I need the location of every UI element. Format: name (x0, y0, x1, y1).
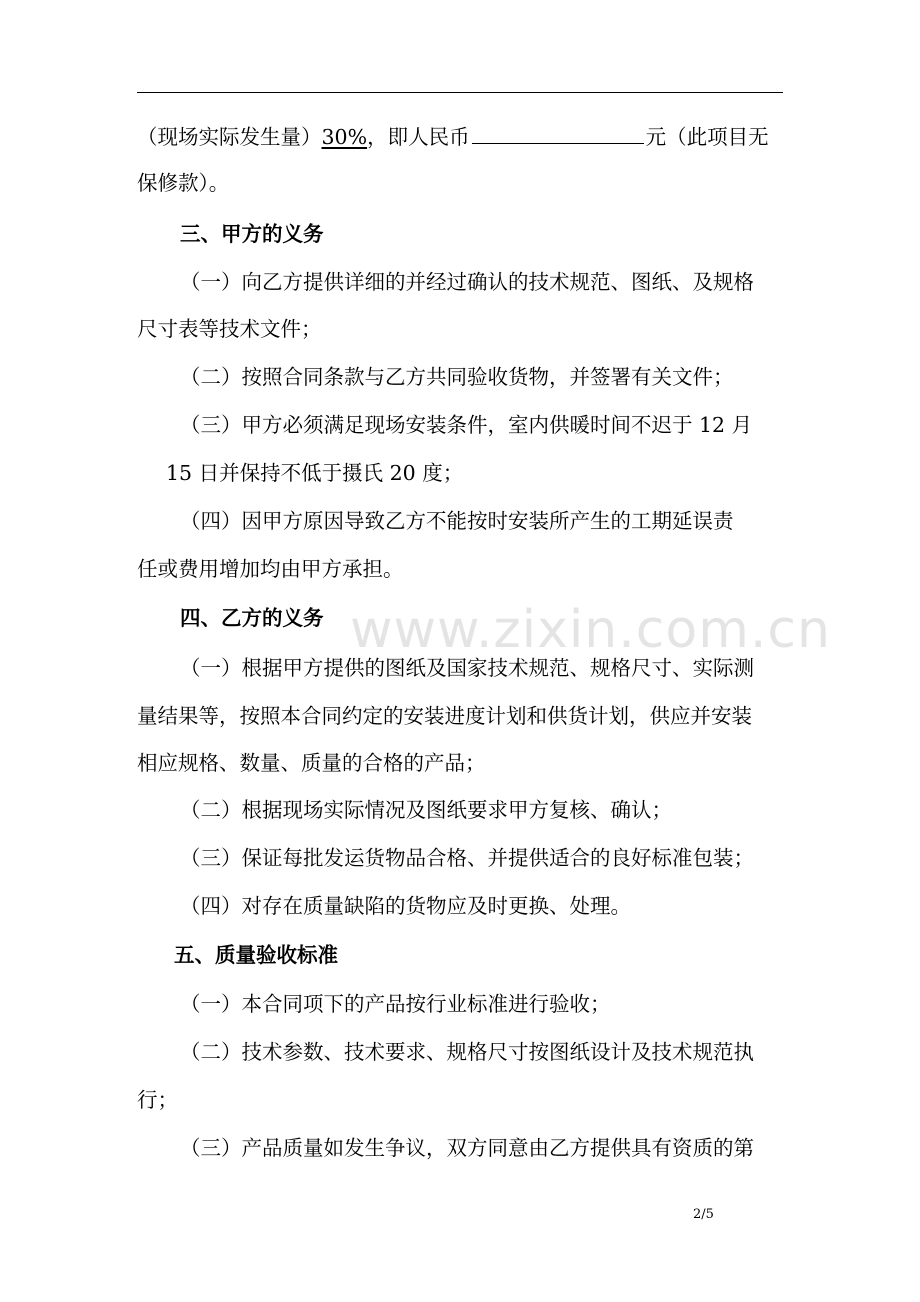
paragraph-line: （三）保证每批发运货物品合格、并提供适合的良好标准包装； (180, 846, 754, 870)
paragraph-line: （二）技术参数、技术要求、规格尺寸按图纸设计及技术规范执 (180, 1040, 754, 1064)
page-number: 2/5 (693, 1207, 714, 1222)
text-span: 元（此项目无 (645, 125, 769, 149)
paragraph-line: 尺寸表等技术文件； (137, 317, 322, 341)
header-rule (137, 92, 783, 93)
paragraph-line: 任或费用增加均由甲方承担。 (137, 557, 404, 581)
paragraph-line: 行； (137, 1088, 178, 1112)
paragraph-line: 保修款）。 (137, 171, 230, 195)
paragraph-line: （一）向乙方提供详细的并经过确认的技术规范、图纸、及规格 (180, 270, 754, 294)
paragraph-line: （三）产品质量如发生争议，双方同意由乙方提供具有资质的第 (180, 1136, 754, 1160)
paragraph-line: （三）甲方必须满足现场安装条件，室内供暖时间不迟于 12 月 (180, 413, 753, 437)
paragraph-line: （四）对存在质量缺陷的货物应及时更换、处理。 (180, 894, 631, 918)
percentage-value: 30% (321, 125, 368, 149)
text-span: ，即人民币 (367, 125, 470, 149)
section-heading-3: 三、甲方的义务 (180, 222, 324, 246)
paragraph-line: （四）因甲方原因导致乙方不能按时安装所产生的工期延误责 (180, 509, 734, 533)
paragraph-line: （一）根据甲方提供的图纸及国家技术规范、规格尺寸、实际测 (180, 656, 754, 680)
section-heading-5: 五、质量验收标准 (174, 943, 338, 967)
paragraph-line: （二）根据现场实际情况及图纸要求甲方复核、确认； (180, 798, 672, 822)
paragraph-line: 相应规格、数量、质量的合格的产品； (137, 751, 486, 775)
paragraph-line: （一）本合同项下的产品按行业标准进行验收； (180, 992, 611, 1016)
paragraph-line: （二）按照合同条款与乙方共同验收货物，并签署有关文件； (180, 365, 734, 389)
section-heading-4: 四、乙方的义务 (180, 606, 324, 630)
paragraph-line: 15 日并保持不低于摄氏 20 度； (166, 461, 464, 485)
watermark: www.zixin.com.cn (350, 600, 831, 660)
paragraph-line (137, 124, 769, 150)
amount-blank-field (472, 125, 644, 144)
paragraph-line: 量结果等，按照本合同约定的安装进度计划和供货计划，供应并安装 (137, 704, 752, 728)
text-span: （现场实际发生量） (137, 125, 322, 149)
